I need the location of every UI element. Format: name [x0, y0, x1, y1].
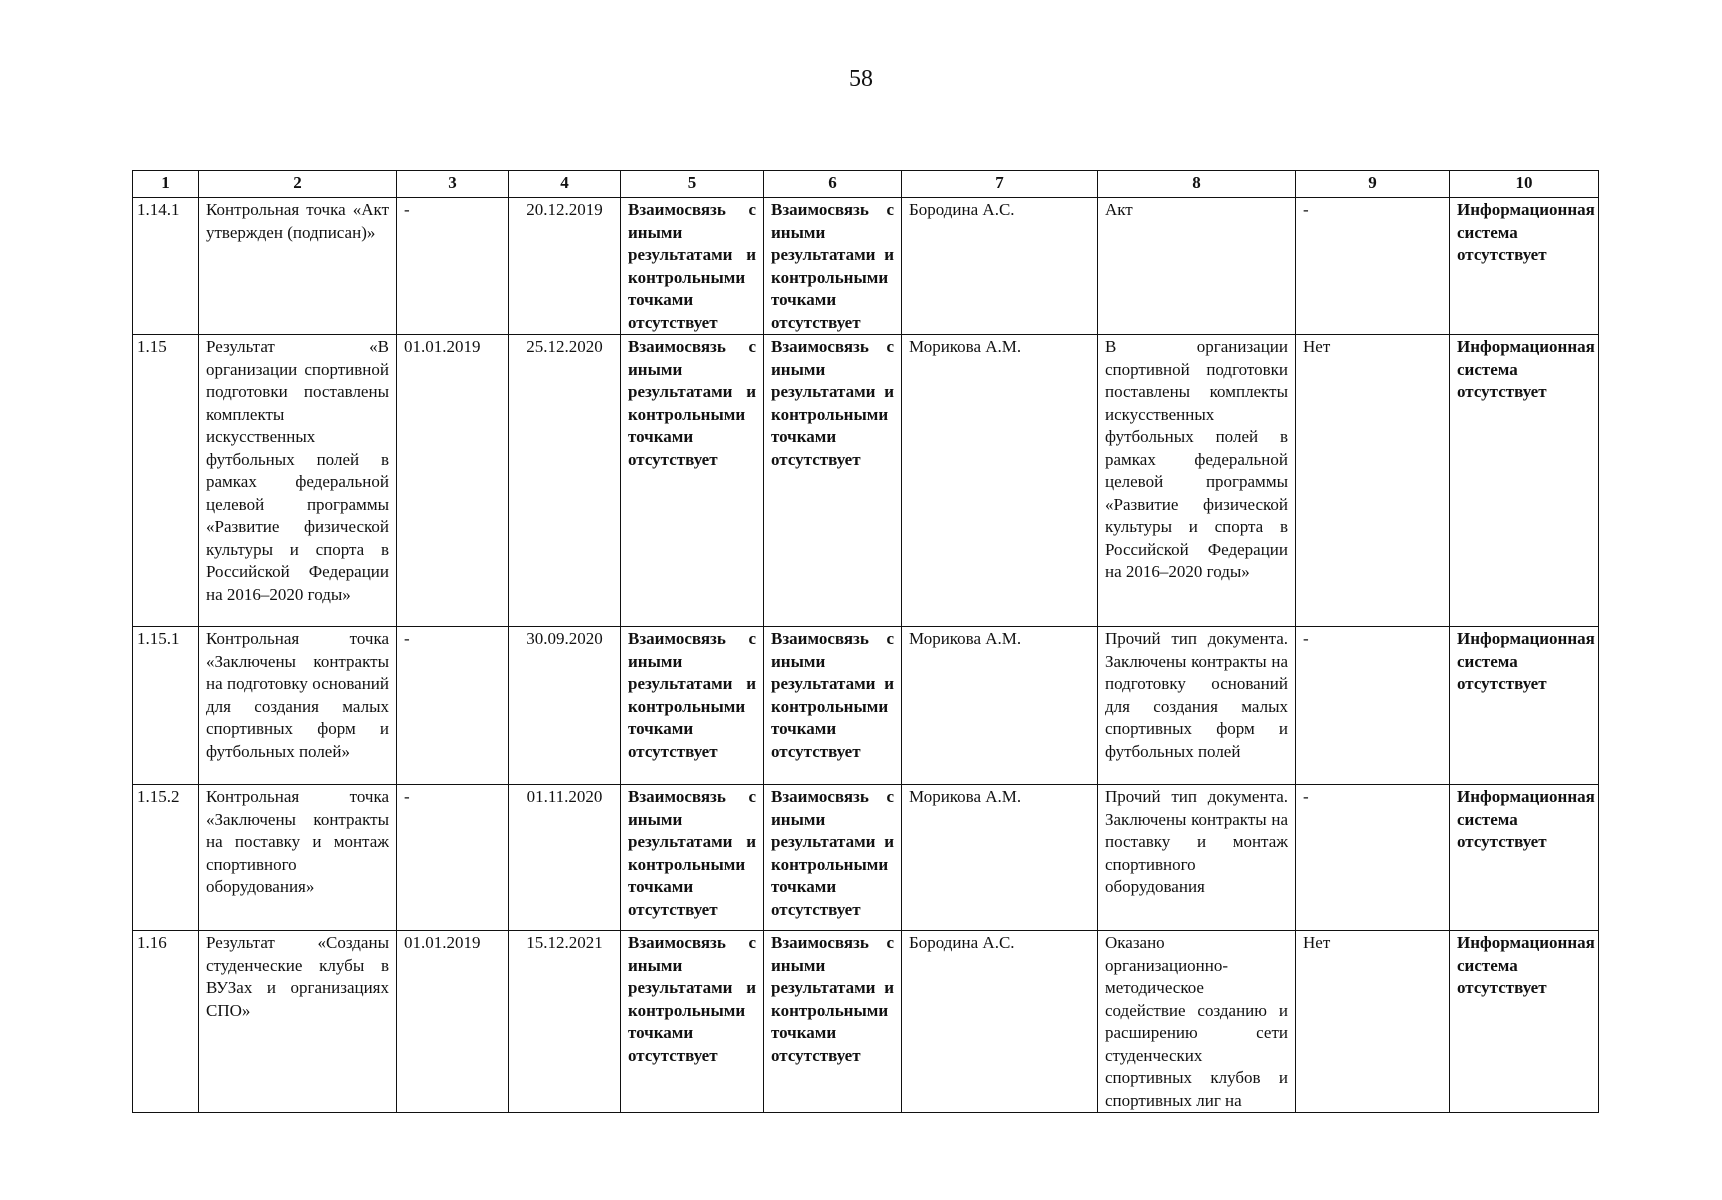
cell-end-date: 15.12.2021 — [509, 931, 621, 1113]
cell-result-type: Прочий тип документа. Заключены контракты на подготовку оснований для создания малых спортивных форм и футбольных полей — [1098, 627, 1296, 785]
cell-start-date: 01.01.2019 — [397, 335, 509, 627]
cell-predecessors: Взаимосвязь с иными результатами и контрольными точками отсутствует — [621, 627, 764, 785]
cell-name: Результат «Созданы студенческие клубы в ВУЗах и организациях СПО» — [199, 931, 397, 1113]
cell-result-type: Оказано организационно-методическое содействие созданию и расширению сети студенческих спортивных клубов и спортивных лиг на — [1098, 931, 1296, 1113]
cell-end-date: 01.11.2020 — [509, 785, 621, 931]
column-header: 3 — [397, 171, 509, 198]
cell-name: Контрольная точка «Заключены контракты на поставку и монтаж спортивного оборудования» — [199, 785, 397, 931]
cell-result-type: Акт — [1098, 198, 1296, 335]
table-row — [133, 335, 1599, 627]
cell-responsible: Морикова А.М. — [902, 335, 1098, 627]
cell-result-type: Прочий тип документа. Заключены контракты на поставку и монтаж спортивного оборудования — [1098, 785, 1296, 931]
table-row — [133, 627, 1599, 785]
cell-number: 1.15.2 — [133, 785, 199, 931]
column-header: 4 — [509, 171, 621, 198]
cell-predecessors: Взаимосвязь с иными результатами и контрольными точками отсутствует — [621, 785, 764, 931]
cell-info-system: Информационная система отсутствует — [1450, 198, 1599, 335]
cell-responsible: Морикова А.М. — [902, 627, 1098, 785]
cell-predecessors: Взаимосвязь с иными результатами и контрольными точками отсутствует — [621, 335, 764, 627]
cell-start-date: - — [397, 785, 509, 931]
cell-successors: Взаимосвязь с иными результатами и контрольными точками отсутствует — [764, 198, 902, 335]
column-header: 8 — [1098, 171, 1296, 198]
cell-responsible: Бородина А.С. — [902, 931, 1098, 1113]
cell-responsible: Бородина А.С. — [902, 198, 1098, 335]
cell-name: Контрольная точка «Заключены контракты на подготовку оснований для создания малых спортивных форм и футбольных полей» — [199, 627, 397, 785]
column-header: 2 — [199, 171, 397, 198]
cell-flag: Нет — [1296, 335, 1450, 627]
cell-successors: Взаимосвязь с иными результатами и контрольными точками отсутствует — [764, 931, 902, 1113]
column-header: 7 — [902, 171, 1098, 198]
cell-info-system: Информационная система отсутствует — [1450, 931, 1599, 1113]
cell-number: 1.15 — [133, 335, 199, 627]
cell-info-system: Информационная система отсутствует — [1450, 335, 1599, 627]
cell-end-date: 20.12.2019 — [509, 198, 621, 335]
table-row — [133, 198, 1599, 335]
cell-number: 1.14.1 — [133, 198, 199, 335]
cell-successors: Взаимосвязь с иными результатами и контрольными точками отсутствует — [764, 335, 902, 627]
cell-successors: Взаимосвязь с иными результатами и контрольными точками отсутствует — [764, 627, 902, 785]
cell-result-type: В организации спортивной подготовки поставлены комплекты искусственных футбольных полей в рамках федеральной целевой программы «Развитие физической культуры и спорта в Российской Федерации на 2016–2020 годы» — [1098, 335, 1296, 627]
cell-predecessors: Взаимосвязь с иными результатами и контрольными точками отсутствует — [621, 931, 764, 1113]
column-header: 5 — [621, 171, 764, 198]
cell-flag: Нет — [1296, 931, 1450, 1113]
cell-end-date: 25.12.2020 — [509, 335, 621, 627]
header-row — [133, 171, 1599, 198]
table-row — [133, 931, 1599, 1113]
cell-name: Результат «В организации спортивной подготовки поставлены комплекты искусственных футбольных полей в рамках федеральной целевой программы «Развитие физической культуры и спорта в Российской Федерации на 2016–2020 годы» — [199, 335, 397, 627]
table-row — [133, 785, 1599, 931]
cell-start-date: - — [397, 198, 509, 335]
cell-start-date: 01.01.2019 — [397, 931, 509, 1113]
cell-flag: - — [1296, 198, 1450, 335]
column-header: 10 — [1450, 171, 1599, 198]
column-header: 6 — [764, 171, 902, 198]
cell-number: 1.16 — [133, 931, 199, 1113]
cell-successors: Взаимосвязь с иными результатами и контрольными точками отсутствует — [764, 785, 902, 931]
page-number: 58 — [849, 66, 873, 92]
cell-flag: - — [1296, 785, 1450, 931]
cell-number: 1.15.1 — [133, 627, 199, 785]
cell-info-system: Информационная система отсутствует — [1450, 785, 1599, 931]
column-header: 1 — [133, 171, 199, 198]
cell-info-system: Информационная система отсутствует — [1450, 627, 1599, 785]
column-header: 9 — [1296, 171, 1450, 198]
cell-name: Контрольная точка «Акт утвержден (подписан)» — [199, 198, 397, 335]
cell-predecessors: Взаимосвязь с иными результатами и контрольными точками отсутствует — [621, 198, 764, 335]
cell-flag: - — [1296, 627, 1450, 785]
cell-end-date: 30.09.2020 — [509, 627, 621, 785]
cell-responsible: Морикова А.М. — [902, 785, 1098, 931]
cell-start-date: - — [397, 627, 509, 785]
data-table — [132, 170, 1599, 1113]
